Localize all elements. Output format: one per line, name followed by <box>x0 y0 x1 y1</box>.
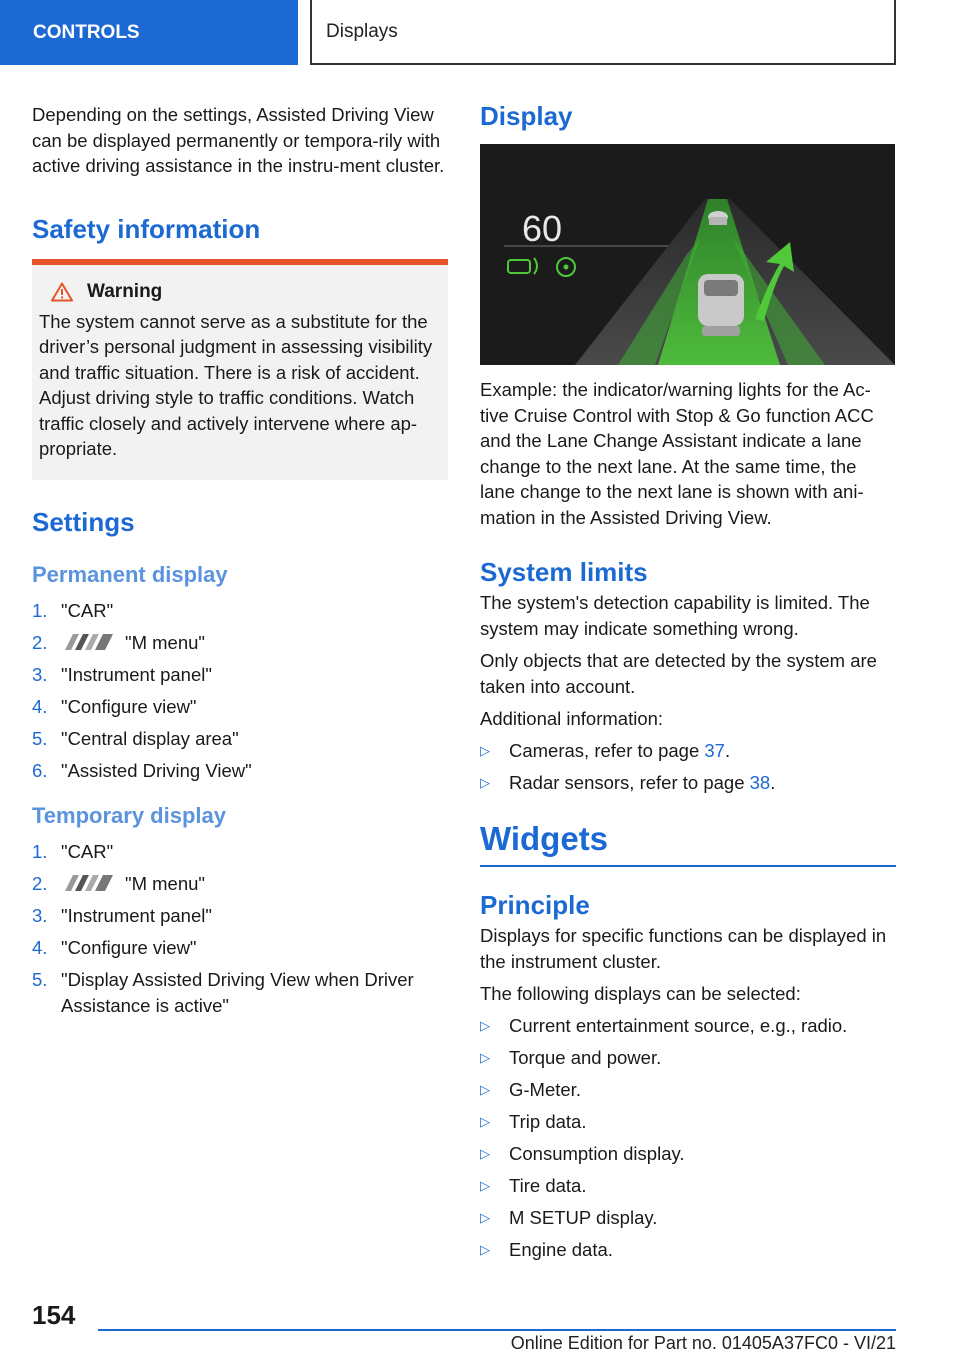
limits-paragraph-1: The system's detection capability is limited. The system may indicate something wrong. <box>480 592 870 639</box>
warning-triangle-icon <box>51 282 73 302</box>
step-text: "M menu" <box>125 631 205 653</box>
chapter-tab[interactable] <box>0 0 298 65</box>
principle-paragraph-1: Displays for specific functions can be displayed in the instrument cluster. <box>480 925 887 972</box>
vehicle-ahead-icon <box>708 211 728 225</box>
right-column <box>480 100 896 1269</box>
page-link[interactable]: 37 <box>704 739 725 761</box>
list-item <box>480 770 896 796</box>
ref-end: . <box>770 771 776 793</box>
step-number: 4. <box>32 695 48 717</box>
list-item <box>32 967 448 1018</box>
own-vehicle-icon <box>698 274 744 336</box>
list-item <box>32 662 448 688</box>
step-text: "Central display area" <box>61 727 239 749</box>
triangle-bullet-icon: ▷ <box>480 1209 490 1225</box>
step-text: "Configure view" <box>61 937 197 958</box>
widget-item-text: Engine data. <box>509 1238 613 1260</box>
list-item <box>480 1109 896 1135</box>
image-caption: Example: the indicator/warning lights for the Ac-tive Cruise Control with Stop & Go function ACC and the Lane Change Assistant indicate a lane change to the next lane. At the same time, the lane change to the next lane is shown with ani-mation in the Assisted Driving View. <box>480 379 874 528</box>
ref-text: Cameras, refer to page <box>509 739 705 761</box>
ref-text: Radar sensors, refer to page <box>509 771 750 793</box>
list-item <box>480 1237 896 1263</box>
temporary-display-heading: Temporary display <box>32 803 226 828</box>
step-text: "Display Assisted Driving View when Driver Assistance is active" <box>61 969 414 1016</box>
triangle-bullet-icon: ▷ <box>480 1177 490 1193</box>
list-item <box>480 738 896 764</box>
step-number: 1. <box>32 841 48 862</box>
triangle-bullet-icon: ▷ <box>480 774 490 790</box>
widget-item-text: Consumption display. <box>509 1142 685 1164</box>
list-item <box>480 1173 896 1199</box>
references-list <box>480 738 896 796</box>
page-link[interactable]: 38 <box>749 771 771 793</box>
list-item <box>480 1077 896 1103</box>
triangle-bullet-icon: ▷ <box>480 1081 490 1097</box>
principle-heading: Principle <box>480 890 590 920</box>
warning-title-row <box>39 281 442 303</box>
safety-heading: Safety information <box>32 213 261 244</box>
display-heading: Display <box>480 101 573 131</box>
triangle-bullet-icon: ▷ <box>480 1145 490 1161</box>
step-number: 5. <box>32 969 48 990</box>
list-item <box>32 726 448 752</box>
step-text: "Configure view" <box>61 695 197 717</box>
list-item <box>480 1013 896 1039</box>
triangle-bullet-icon: ▷ <box>480 1017 490 1033</box>
widget-item-text: G-Meter. <box>509 1078 581 1100</box>
settings-heading: Settings <box>32 506 135 537</box>
triangle-bullet-icon: ▷ <box>480 1241 490 1257</box>
warning-text: The system cannot serve as a substitute for the driver’s personal judgment in assessing visibility and traffic situation. There is a risk of accident. Adjust driving style to traffic conditions. Watch traffic closely and actively intervene where ap-propriate. <box>39 310 433 459</box>
warning-box <box>32 259 448 480</box>
left-column <box>32 102 448 1025</box>
triangle-bullet-icon: ▷ <box>480 742 490 758</box>
list-item <box>32 630 448 656</box>
principle-paragraph-2: The following displays can be selected: <box>480 983 801 1004</box>
widgets-divider <box>480 865 896 867</box>
step-text: "Instrument panel" <box>61 905 212 926</box>
m-logo-icon <box>61 633 115 651</box>
list-item <box>32 694 448 720</box>
widget-item-text: Trip data. <box>509 1110 587 1132</box>
list-item <box>480 1045 896 1071</box>
step-text: "CAR" <box>61 841 114 862</box>
edition-footer: Online Edition for Part no. 01405A37FC0 - VI/21 <box>510 1333 896 1353</box>
ref-end: . <box>724 739 731 761</box>
widgets-heading: Widgets <box>480 820 609 857</box>
page-number: 154 <box>32 1300 76 1330</box>
list-item <box>32 758 448 784</box>
system-limits-heading: System limits <box>480 557 648 587</box>
assisted-driving-view-image <box>480 144 895 365</box>
section-header <box>310 0 896 65</box>
widgets-list <box>480 1013 896 1263</box>
list-item <box>32 903 448 929</box>
step-number: 5. <box>32 727 48 749</box>
triangle-bullet-icon: ▷ <box>480 1049 490 1065</box>
step-text: "CAR" <box>61 599 114 621</box>
step-number: 3. <box>32 663 48 685</box>
step-number: 3. <box>32 905 48 926</box>
step-number: 1. <box>32 599 48 621</box>
step-text: "Instrument panel" <box>61 663 212 685</box>
warning-title: Warning <box>87 280 163 302</box>
step-number: 4. <box>32 937 48 958</box>
chapter-label: CONTROLS <box>33 21 140 43</box>
list-item <box>32 598 448 624</box>
list-item <box>480 1205 896 1231</box>
list-item <box>32 839 448 865</box>
step-number: 6. <box>32 759 48 781</box>
list-item <box>32 871 448 897</box>
list-item <box>32 935 448 961</box>
widget-item-text: M SETUP display. <box>509 1206 658 1228</box>
step-text: "M menu" <box>125 873 205 894</box>
step-text: "Assisted Driving View" <box>61 759 252 781</box>
section-label: Displays <box>326 20 398 42</box>
widget-item-text: Torque and power. <box>509 1046 662 1068</box>
triangle-bullet-icon: ▷ <box>480 1113 490 1129</box>
footer-divider <box>98 1329 896 1331</box>
intro-paragraph: Depending on the settings, Assisted Driving View can be displayed permanently or tempora-rily with active driving assistance in the instru-ment cluster. <box>32 104 445 176</box>
list-item <box>480 1141 896 1167</box>
speed-readout: 60 <box>522 208 563 249</box>
widget-item-text: Tire data. <box>509 1174 587 1196</box>
widget-item-text: Current entertainment source, e.g., radio. <box>509 1014 848 1036</box>
m-logo-icon <box>61 874 115 892</box>
temporary-steps-list <box>32 839 448 1018</box>
limits-paragraph-2: Only objects that are detected by the system are taken into account. <box>480 650 877 697</box>
permanent-display-heading: Permanent display <box>32 561 228 587</box>
permanent-steps-list <box>32 598 448 784</box>
step-number: 2. <box>32 873 48 894</box>
step-number: 2. <box>32 631 48 653</box>
limits-paragraph-3: Additional information: <box>480 708 664 729</box>
